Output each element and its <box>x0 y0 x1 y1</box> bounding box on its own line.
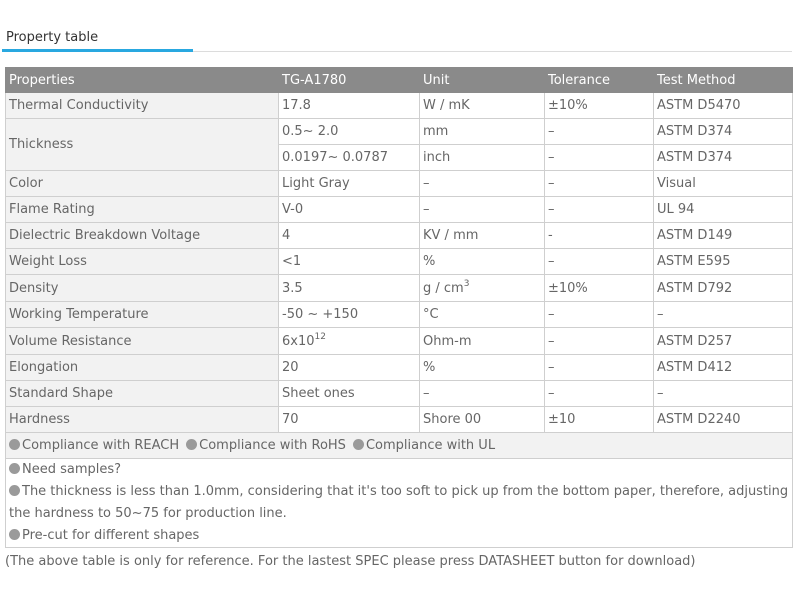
column-header: Properties <box>6 68 279 93</box>
property-test-method: Visual <box>654 171 793 197</box>
bullet-icon <box>9 439 20 450</box>
compliance-row <box>6 433 793 459</box>
property-unit: mm <box>420 119 545 145</box>
note-item <box>9 481 789 525</box>
table-row <box>6 302 793 328</box>
table-header-row <box>6 68 793 93</box>
column-header: Unit <box>420 68 545 93</box>
property-tolerance: – <box>545 119 654 145</box>
tab-property-table[interactable]: Property table <box>6 30 99 45</box>
property-value: 0.0197~ 0.0787 <box>279 145 420 171</box>
property-test-method: ASTM D149 <box>654 223 793 249</box>
table-row <box>6 93 793 119</box>
property-unit: KV / mm <box>420 223 545 249</box>
property-tolerance: ±10% <box>545 93 654 119</box>
property-test-method: ASTM D2240 <box>654 407 793 433</box>
note-item <box>9 525 789 547</box>
property-tolerance: - <box>545 223 654 249</box>
compliance-item <box>186 438 346 453</box>
property-test-method: ASTM D374 <box>654 145 793 171</box>
table-row <box>6 197 793 223</box>
property-unit: Ohm-m <box>420 328 545 355</box>
property-test-method: ASTM D792 <box>654 275 793 302</box>
property-unit <box>420 275 545 302</box>
property-name: Color <box>6 171 279 197</box>
property-tolerance: – <box>545 249 654 275</box>
property-test-method: ASTM D257 <box>654 328 793 355</box>
property-value: Sheet ones <box>279 381 420 407</box>
property-test-method: ASTM D374 <box>654 119 793 145</box>
property-unit: % <box>420 249 545 275</box>
table-row <box>6 355 793 381</box>
bullet-icon <box>353 439 364 450</box>
compliance-item <box>9 438 179 453</box>
property-name: Flame Rating <box>6 197 279 223</box>
property-name: Elongation <box>6 355 279 381</box>
property-tolerance: ±10 <box>545 407 654 433</box>
property-name: Hardness <box>6 407 279 433</box>
compliance-label: Compliance with REACH <box>22 438 180 453</box>
property-tolerance: – <box>545 328 654 355</box>
compliance-label: Compliance with UL <box>365 438 496 453</box>
property-name: Weight Loss <box>6 249 279 275</box>
property-tolerance: – <box>545 381 654 407</box>
compliance-item <box>353 438 495 453</box>
property-unit: – <box>420 197 545 223</box>
note-text: Pre-cut for different shapes <box>22 528 200 543</box>
property-value: 20 <box>279 355 420 381</box>
property-tolerance: – <box>545 171 654 197</box>
value-exponent: 12 <box>314 331 326 342</box>
property-test-method: ASTM D412 <box>654 355 793 381</box>
property-tolerance: – <box>545 145 654 171</box>
table-row <box>6 119 793 145</box>
property-test-method: – <box>654 381 793 407</box>
property-value: 17.8 <box>279 93 420 119</box>
property-unit: – <box>420 381 545 407</box>
column-header: TG-A1780 <box>279 68 420 93</box>
property-unit: °C <box>420 302 545 328</box>
table-row <box>6 249 793 275</box>
table-row <box>6 381 793 407</box>
property-value: 3.5 <box>279 275 420 302</box>
bullet-icon <box>9 529 20 540</box>
property-table <box>5 67 793 548</box>
reference-note: (The above table is only for reference. For the lastest SPEC please press DATASHEET button for download) <box>5 554 696 569</box>
property-name: Thermal Conductivity <box>6 93 279 119</box>
property-name: Density <box>6 275 279 302</box>
notes-cell <box>6 459 793 548</box>
property-tolerance: – <box>545 355 654 381</box>
property-unit: Shore 00 <box>420 407 545 433</box>
tab-divider <box>193 51 792 52</box>
property-test-method: ASTM E595 <box>654 249 793 275</box>
value-base: 6x10 <box>282 333 315 349</box>
property-unit: W / mK <box>420 93 545 119</box>
property-value: 0.5~ 2.0 <box>279 119 420 145</box>
tab-bar <box>0 0 800 54</box>
property-name: Volume Resistance <box>6 328 279 355</box>
property-test-method: UL 94 <box>654 197 793 223</box>
property-value <box>279 328 420 355</box>
notes-row <box>6 459 793 548</box>
compliance-label: Compliance with RoHS <box>199 438 346 453</box>
property-value: <1 <box>279 249 420 275</box>
column-header: Test Method <box>654 68 793 93</box>
property-value: V-0 <box>279 197 420 223</box>
bullet-icon <box>186 439 197 450</box>
property-value: 4 <box>279 223 420 249</box>
unit-base: g / cm <box>423 280 464 296</box>
note-text: Need samples? <box>22 462 122 477</box>
property-test-method: ASTM D5470 <box>654 93 793 119</box>
property-tolerance: – <box>545 302 654 328</box>
property-value: -50 ~ +150 <box>279 302 420 328</box>
table-row <box>6 223 793 249</box>
property-value: 70 <box>279 407 420 433</box>
table-row <box>6 328 793 355</box>
note-text: The thickness is less than 1.0mm, considering that it's too soft to pick up from the bottom paper, therefore, adjusting the hardness to 50~75 for production line. <box>9 484 789 521</box>
compliance-cell <box>6 433 793 459</box>
table-row <box>6 407 793 433</box>
property-tolerance: – <box>545 197 654 223</box>
property-name: Dielectric Breakdown Voltage <box>6 223 279 249</box>
property-unit: inch <box>420 145 545 171</box>
property-tolerance: ±10% <box>545 275 654 302</box>
active-tab-indicator <box>2 49 193 52</box>
property-name: Thickness <box>6 119 279 171</box>
table-row <box>6 171 793 197</box>
property-value: Light Gray <box>279 171 420 197</box>
unit-exponent: 3 <box>463 278 470 289</box>
column-header: Tolerance <box>545 68 654 93</box>
table-row <box>6 275 793 302</box>
property-unit: – <box>420 171 545 197</box>
property-name: Working Temperature <box>6 302 279 328</box>
note-item <box>9 459 789 481</box>
bullet-icon <box>9 485 20 496</box>
property-test-method: – <box>654 302 793 328</box>
property-name: Standard Shape <box>6 381 279 407</box>
property-unit: % <box>420 355 545 381</box>
bullet-icon <box>9 463 20 474</box>
